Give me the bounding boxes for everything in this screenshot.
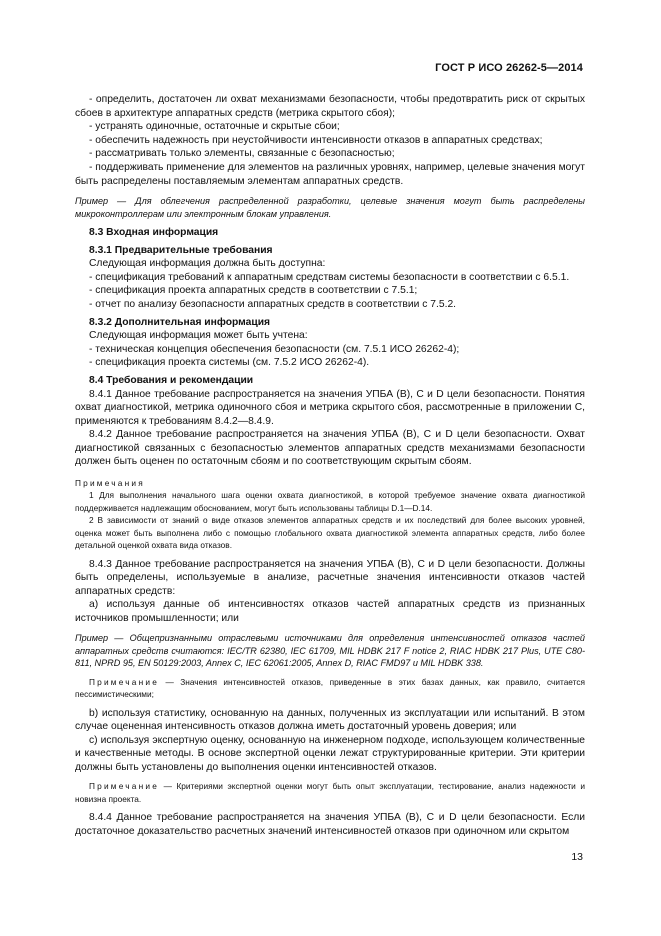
list-item: - поддерживать применение для элементов на различных уровнях, например, целевые значения могут быть распределены поставляемым элементам аппаратных средств. [75, 161, 585, 187]
list-item: - обеспечить надежность при неустойчивости интенсивности отказов в аппаратных средствах; [89, 134, 543, 146]
paragraph-8-4-1: 8.4.1 Данное требование распространяется на значения УПБА (B), C и D цели безопасности. Понятия охват диагностикой, метрика одиночного сбоя и метрика скрытого сбоя, рассмотренные в приложении С, применяются к требованиям 8.4.2—8.4.9. [75, 388, 585, 427]
paragraph: Следующая информация может быть учтена: [89, 330, 308, 342]
notes-block [75, 477, 585, 551]
note-label: Примечание [89, 676, 160, 687]
paragraph: Следующая информация должна быть доступна: [89, 258, 326, 270]
note-body: — Критериями экспертной оценки могут быть опыт эксплуатации, тестирование, анализ надежности и новизна проекта. [75, 781, 585, 804]
note-text [75, 780, 585, 805]
list-item: - устранять одиночные, остаточные и скрытые сбои; [89, 121, 340, 133]
section-heading-8-3-2: 8.3.2 Дополнительная информация [89, 316, 271, 328]
note-item: 1 Для выполнения начального шага оценки охвата диагностикой, в которой требуемое значение охвата диагностикой поддерживается надлежащим обоснованием, могут быть использованы таблицы D.1—D.14. [75, 490, 585, 513]
page-body [75, 93, 585, 838]
example-text: Пример — Общепризнанными отраслевыми источниками для определения интенсивностей отказов частей аппаратных средств считаются: IEC/TR 62380, IEC 61709, MIL HDBK 217 F notice 2, RIAC HDBK 217 Plus, UTE C80-811, NPRD 95, EN 50129:2003, Annex C, IEC 62061:2005, Annex D, RIAC FMD97 и MIL HDBK 338. [75, 633, 585, 669]
list-item: - определить, достаточен ли охват механизмами безопасности, чтобы предотвратить риск от скрытых сбоев в архитектуре аппаратных средств (метрика скрытого сбоя); [75, 94, 585, 119]
list-item: - отчет по анализу безопасности аппаратных средств в соответствии с 7.5.2. [89, 298, 457, 310]
section-heading-8-3: 8.3 Входная информация [89, 226, 219, 238]
list-item: - спецификация требований к аппаратным средствам системы безопасности в соответствии с 6.5.1. [89, 271, 570, 283]
list-item-b: b) используя статистику, основанную на данных, полученных из эксплуатации или испытаний. В этом случае оцененная интенсивность отказов должна иметь достаточный уровень доверия; или [75, 707, 585, 733]
note-text [75, 676, 585, 701]
section-heading-8-4: 8.4 Требования и рекомендации [89, 374, 254, 386]
notes-title: Примечания [75, 478, 145, 489]
note-body: — Значения интенсивностей отказов, приведенные в этих базах данных, как правило, считается пессимистическими; [75, 676, 585, 700]
page-number: 13 [571, 851, 583, 863]
document-header: ГОСТ Р ИСО 26262-5—2014 [435, 62, 583, 74]
list-item-a: а) используя данные об интенсивностях отказов частей аппаратных средств из признанных источников промышленности; или [75, 599, 585, 624]
list-item: - спецификация проекта аппаратных средств в соответствии с 7.5.1; [89, 285, 418, 297]
paragraph-8-4-4: 8.4.4 Данное требование распространяется на значения УПБА (B), C и D цели безопасности. Если достаточное доказательство расчетных значений интенсивностей отказов при одиночном или скрытом [75, 812, 585, 837]
note-item: 2 В зависимости от знаний о виде отказов элементов аппаратных средств и их последствий для более высоких уровней, оценка может быть выполнена либо с помощью глобального охвата диагностикой элемента аппаратных средств, либо более детальной оценкой охвата вида отказов. [75, 515, 585, 551]
section-heading-8-3-1: 8.3.1 Предварительные требования [89, 244, 273, 256]
example-text: Пример — Для облегчения распределенной разработки, целевые значения могут быть распределены микроконтроллерам или электронным блокам управления. [75, 196, 585, 219]
list-item: - спецификация проекта системы (см. 7.5.2 ИСО 26262-4). [89, 357, 370, 369]
list-item-c: c) используя экспертную оценку, основанную на инженерном подходе, использующем количественные и качественные методы. В основе экспертной оценки лежат структурированные критерии. Эти критерии должны быть установлены до выполнения оценки интенсивностей отказов. [75, 734, 585, 773]
list-item: - техническая концепция обеспечения безопасности (см. 7.5.1 ИСО 26262-4); [89, 343, 460, 355]
paragraph-8-4-3: 8.4.3 Данное требование распространяется на значения УПБА (B), C и D цели безопасности. Должны быть определены, используемые в анализе, расчетные значения интенсивности отказов частей аппаратных средств: [75, 558, 585, 597]
list-item: - рассматривать только элементы, связанные с безопасностью; [89, 148, 395, 160]
note-label: Примечание [89, 781, 160, 792]
paragraph-8-4-2: 8.4.2 Данное требование распространяется на значения УПБА (B), C и D цели безопасности. Охват диагностикой связанных с безопасностью элементов аппаратных средств механизмами безопасности должен быть оценен по остаточным сбоям и по соответствующим скрытым сбоям. [75, 429, 585, 468]
